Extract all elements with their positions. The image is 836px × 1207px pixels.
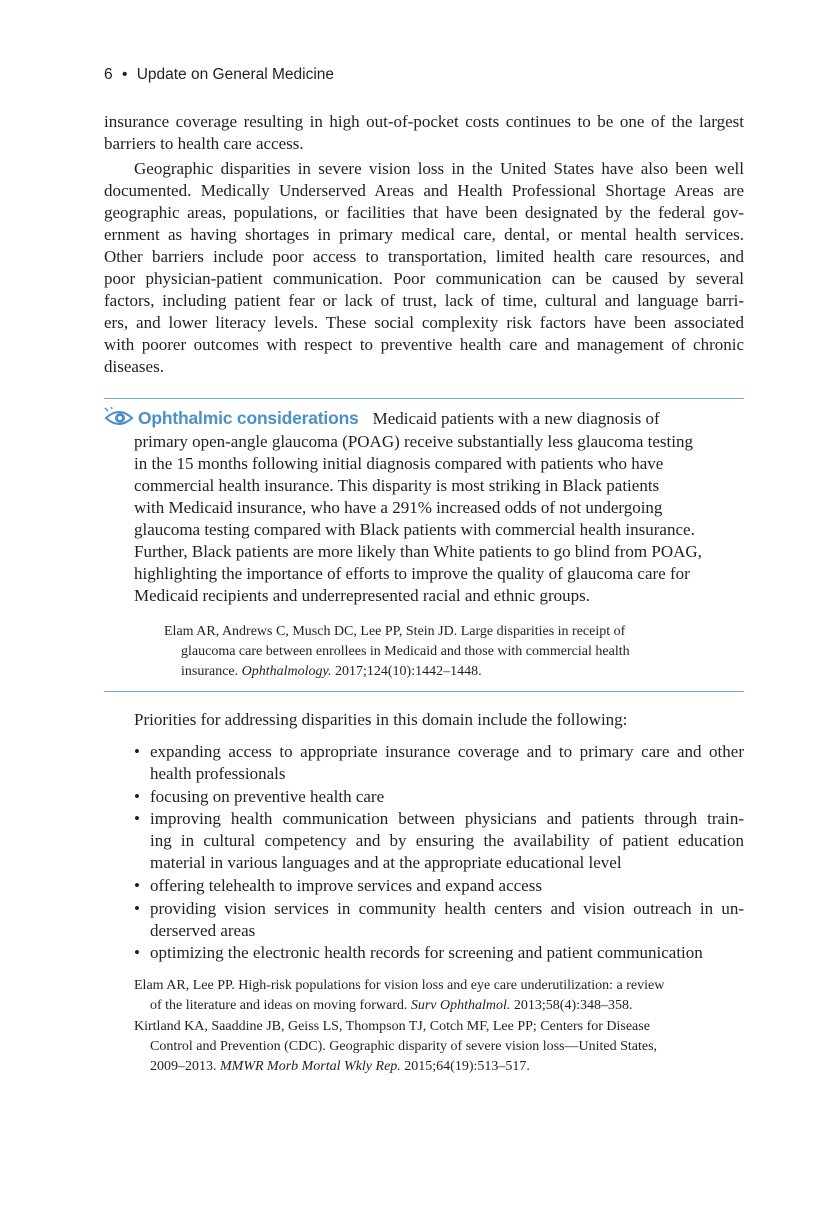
reference-line — [181, 662, 482, 682]
journal-title: Surv Ophthalmol. — [410, 998, 511, 1013]
list-item: material in various languages and at the appropriate educational level — [150, 853, 622, 872]
text-line: documented. Medically Underserved Areas and Health Professional Shortage Areas are — [104, 181, 744, 200]
reference-line: glaucoma care between enrollees in Medicaid and those with commercial health — [181, 644, 630, 659]
reference-line: Elam AR, Andrews C, Musch DC, Lee PP, Stein JD. Large disparities in receipt of — [164, 624, 626, 639]
bullet-marker: • — [134, 742, 140, 761]
list-item: optimizing the electronic health records for screening and patient communication — [150, 943, 703, 962]
reference-line: Control and Prevention (CDC). Geographic disparity of severe vision loss—United States, — [150, 1039, 658, 1054]
reference-text: insurance. — [181, 664, 242, 679]
text-line: primary open-angle glaucoma (POAG) receive substantially less glaucoma testing — [134, 432, 693, 451]
text-line: ernment as having shortages in primary medical care, dental, or mental health services. — [104, 225, 744, 244]
journal-title: MMWR Morb Mortal Wkly Rep. — [220, 1059, 401, 1074]
page-number: 6 — [104, 66, 113, 83]
text-line: ers, and lower literacy levels. These social complexity risk factors have been associated — [104, 313, 744, 332]
text-line: insurance coverage resulting in high out-of-pocket costs continues to be one of the largest — [104, 112, 744, 131]
reference-text: 2013;58(4):348–358. — [510, 998, 633, 1013]
running-head — [104, 66, 334, 84]
list-item: ing in cultural competency and by ensuring the availability of patient education — [150, 831, 744, 850]
bullet-marker: • — [134, 787, 140, 806]
reference-line — [150, 996, 633, 1016]
bullet-marker: • — [134, 899, 140, 918]
text-line: barriers to health care access. — [104, 134, 304, 153]
separator: • — [121, 66, 128, 83]
bullet-marker: • — [134, 809, 140, 828]
running-title: Update on General Medicine — [136, 66, 335, 83]
box-bottom-rule — [104, 691, 744, 692]
text-line: poor physician-patient communication. Poor communication can be caused by several — [104, 269, 744, 288]
text-line: geographic areas, populations, or facilities that have been designated by the federal gov- — [104, 203, 744, 222]
ophthalmic-lead: Medicaid patients with a new diagnosis of — [372, 409, 660, 428]
text-line: highlighting the importance of efforts to improve the quality of glaucoma care for — [134, 564, 690, 583]
reference-text: of the literature and ideas on moving forward. — [150, 998, 411, 1013]
list-item: providing vision services in community health centers and vision outreach in un- — [150, 899, 744, 918]
text-line: with Medicaid insurance, who have a 291% increased odds of not undergoing — [134, 498, 663, 517]
bullet-marker: • — [134, 943, 140, 962]
box-top-rule — [104, 398, 744, 399]
reference-line — [150, 1057, 530, 1077]
ophthalmic-considerations-heading — [104, 407, 660, 430]
text-line: commercial health insurance. This disparity is most striking in Black patients — [134, 476, 660, 495]
text-line: glaucoma testing compared with Black patients with commercial health insurance. — [134, 520, 695, 539]
text-line: diseases. — [104, 357, 164, 376]
list-item: expanding access to appropriate insurance coverage and to primary care and other — [150, 742, 744, 761]
list-item: focusing on preventive health care — [150, 787, 385, 806]
reference-line: Elam AR, Lee PP. High-risk populations for vision loss and eye care underutilization: a review — [134, 978, 665, 993]
text-line: factors, including patient fear or lack of trust, lack of time, cultural and language barri- — [104, 291, 744, 310]
list-item: offering telehealth to improve services and expand access — [150, 876, 542, 895]
journal-title: Ophthalmology. — [241, 664, 332, 679]
eye-icon — [104, 407, 134, 429]
text-line: Other barriers include poor access to transportation, limited health care resources, and — [104, 247, 744, 266]
text-line: with poorer outcomes with respect to preventive health care and management of chronic — [104, 335, 744, 354]
list-item: improving health communication between physicians and patients through train- — [150, 809, 744, 828]
text-line: in the 15 months following initial diagnosis compared with patients who have — [134, 454, 664, 473]
reference-text: 2015;64(19):513–517. — [400, 1059, 530, 1074]
reference-text: 2017;124(10):1442–1448. — [331, 664, 482, 679]
text-line: Geographic disparities in severe vision loss in the United States have also been well — [134, 159, 744, 178]
reference-text: 2009–2013. — [150, 1059, 220, 1074]
bullet-marker: • — [134, 876, 140, 895]
list-item: derserved areas — [150, 921, 256, 940]
ophthalmic-label: Ophthalmic considerations — [138, 408, 359, 428]
reference-line: Kirtland KA, Saaddine JB, Geiss LS, Thompson TJ, Cotch MF, Lee PP; Centers for Disease — [134, 1019, 650, 1034]
text-line: Further, Black patients are more likely than White patients to go blind from POAG, — [134, 542, 702, 561]
text-line: Priorities for addressing disparities in this domain include the following: — [134, 710, 628, 729]
text-line: Medicaid recipients and underrepresented racial and ethnic groups. — [134, 586, 590, 605]
list-item: health professionals — [150, 764, 286, 783]
